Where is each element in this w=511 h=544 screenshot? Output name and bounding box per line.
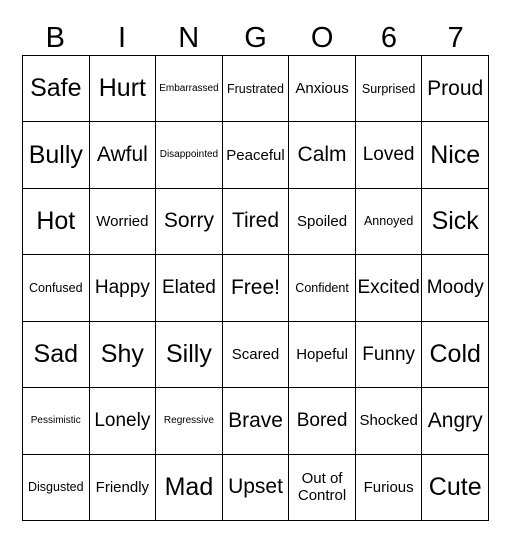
bingo-cell[interactable]: Disgusted — [23, 455, 90, 521]
bingo-cell[interactable]: Proud — [422, 56, 489, 122]
bingo-cell[interactable]: Sick — [422, 189, 489, 255]
bingo-cell[interactable]: Sorry — [156, 189, 223, 255]
bingo-cell[interactable]: Excited — [356, 255, 423, 321]
bingo-cell[interactable]: Hot — [23, 189, 90, 255]
bingo-cell[interactable]: Funny — [356, 322, 423, 388]
bingo-cell[interactable]: Loved — [356, 122, 423, 188]
bingo-cell[interactable]: Disappointed — [156, 122, 223, 188]
bingo-cell[interactable]: Annoyed — [356, 189, 423, 255]
bingo-cell[interactable]: Shy — [90, 322, 157, 388]
bingo-header — [22, 20, 489, 56]
bingo-cell[interactable]: Embarrassed — [156, 56, 223, 122]
bingo-cell[interactable]: Elated — [156, 255, 223, 321]
bingo-cell[interactable]: Regressive — [156, 388, 223, 454]
bingo-cell[interactable]: Brave — [223, 388, 290, 454]
bingo-cell[interactable]: Surprised — [356, 56, 423, 122]
bingo-cell[interactable]: Worried — [90, 189, 157, 255]
bingo-cell[interactable]: Tired — [223, 189, 290, 255]
header-digit-7: 7 — [447, 21, 464, 54]
bingo-cell[interactable]: Lonely — [90, 388, 157, 454]
bingo-cell[interactable]: Friendly — [90, 455, 157, 521]
bingo-cell[interactable]: Upset — [223, 455, 290, 521]
bingo-cell[interactable]: Cute — [422, 455, 489, 521]
bingo-cell[interactable]: Out of Control — [289, 455, 356, 521]
bingo-cell[interactable]: Bully — [23, 122, 90, 188]
header-letter-g: G — [244, 21, 267, 54]
bingo-cell[interactable]: Happy — [90, 255, 157, 321]
bingo-cell[interactable]: Pessimistic — [23, 388, 90, 454]
bingo-cell[interactable]: Moody — [422, 255, 489, 321]
header-digit-6: 6 — [380, 21, 397, 54]
bingo-cell[interactable]: Sad — [23, 322, 90, 388]
bingo-cell[interactable]: Safe — [23, 56, 90, 122]
bingo-cell[interactable]: Nice — [422, 122, 489, 188]
bingo-cell[interactable]: Cold — [422, 322, 489, 388]
bingo-cell[interactable]: Angry — [422, 388, 489, 454]
bingo-cell[interactable]: Anxious — [289, 56, 356, 122]
bingo-cell[interactable]: Confused — [23, 255, 90, 321]
header-letter-i: I — [118, 21, 127, 54]
bingo-cell[interactable]: Confident — [289, 255, 356, 321]
bingo-cell[interactable]: Hopeful — [289, 322, 356, 388]
bingo-cell[interactable]: Furious — [356, 455, 423, 521]
header-letter-o: O — [310, 21, 334, 54]
header-letter-n: N — [178, 21, 200, 54]
bingo-cell[interactable]: Mad — [156, 455, 223, 521]
bingo-cell[interactable]: Hurt — [90, 56, 157, 122]
bingo-cell[interactable]: Spoiled — [289, 189, 356, 255]
bingo-card-grid — [22, 55, 489, 521]
bingo-cell[interactable]: Calm — [289, 122, 356, 188]
header-letter-b: B — [45, 21, 66, 54]
bingo-cell[interactable]: Peaceful — [223, 122, 290, 188]
bingo-cell[interactable]: Awful — [90, 122, 157, 188]
bingo-cell[interactable]: Scared — [223, 322, 290, 388]
bingo-cell[interactable]: Shocked — [356, 388, 423, 454]
bingo-cell[interactable]: Bored — [289, 388, 356, 454]
bingo-cell[interactable]: Frustrated — [223, 56, 290, 122]
bingo-cell-free[interactable]: Free! — [223, 255, 290, 321]
bingo-cell[interactable]: Silly — [156, 322, 223, 388]
